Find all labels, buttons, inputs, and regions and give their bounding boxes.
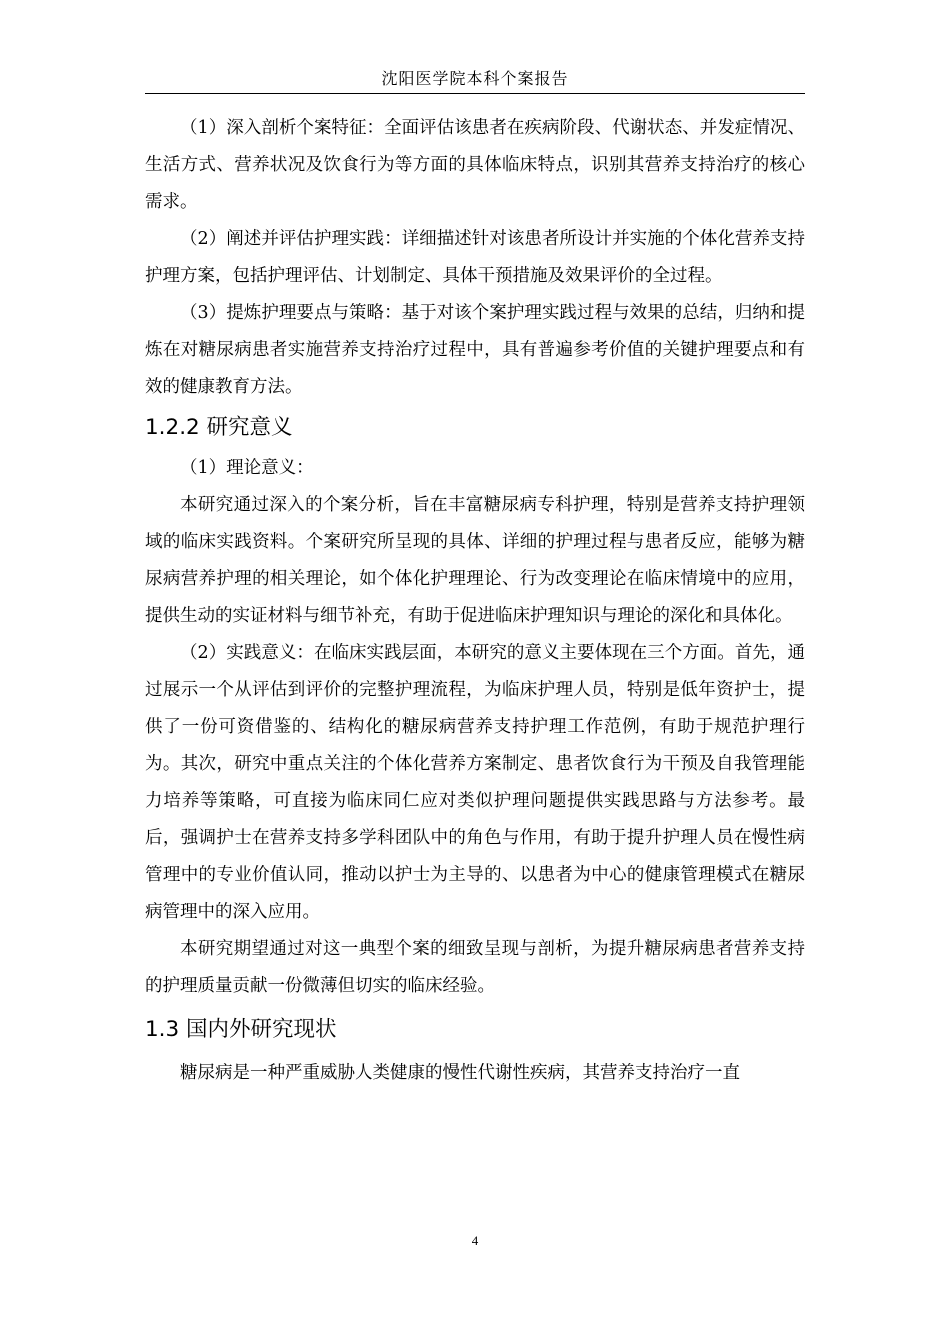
paragraph-theory-label: （1）理论意义：: [180, 458, 314, 478]
page-body: [145, 110, 805, 1092]
paragraph-theory-significance: 本研究通过深入的个案分析，旨在丰富糖尿病专科护理，特别是营养支持护理领域的临床实践资料。个案研究所呈现的具体、详细的护理过程与患者反应，能够为糖尿病营养护理的相关理论，如个体化护理理论、行为改变理论在临床情境中的应用，提供生动的实证材料与细节补充，有助于促进临床护理知识与理论的深化和具体化。: [145, 495, 805, 626]
running-header: 沈阳医学院本科个案报告: [381, 69, 569, 88]
paragraph-practice-significance: （2）实践意义：在临床实践层面，本研究的意义主要体现在三个方面。首先，通过展示一个从评估到评价的完整护理流程，为临床护理人员，特别是低年资护士，提供了一份可资借鉴的、结构化的糖尿病营养支持护理工作范例，有助于规范护理行为。其次，研究中重点关注的个体化营养方案制定、患者饮食行为干预及自我管理能力培养等策略，可直接为临床同仁应对类似护理问题提供实践思路与方法参考。最后，强调护士在营养支持多学科团队中的角色与作用，有助于提升护理人员在慢性病管理中的专业价值认同，推动以护士为主导的、以患者为中心的健康管理模式在糖尿病管理中的深入应用。: [145, 643, 805, 922]
page-number: 4: [471, 1233, 479, 1248]
paragraph-expectation: 本研究期望通过对这一典型个案的细致呈现与剖析，为提升糖尿病患者营养支持的护理质量贡献一份微薄但切实的临床经验。: [145, 939, 805, 996]
paragraph-objective-3: （3）提炼护理要点与策略：基于对该个案护理实践过程与效果的总结，归纳和提炼在对糖尿病患者实施营养支持治疗过程中，具有普遍参考价值的关键护理要点和有效的健康教育方法。: [145, 303, 805, 397]
paragraph-objective-2: （2）阐述并评估护理实践：详细描述针对该患者所设计并实施的个体化营养支持护理方案，包括护理评估、计划制定、具体干预措施及效果评价的全过程。: [145, 229, 805, 286]
section-heading-1-2-2: 1.2.2 研究意义: [145, 415, 293, 440]
header-rule: [145, 93, 805, 94]
paragraph-research-status: 糖尿病是一种严重威胁人类健康的慢性代谢性疾病，其营养支持治疗一直: [180, 1063, 740, 1083]
section-heading-1-3: 1.3 国内外研究现状: [145, 1017, 337, 1042]
paragraph-objective-1: （1）深入剖析个案特征：全面评估该患者在疾病阶段、代谢状态、并发症情况、生活方式、营养状况及饮食行为等方面的具体临床特点，识别其营养支持治疗的核心需求。: [145, 118, 805, 212]
